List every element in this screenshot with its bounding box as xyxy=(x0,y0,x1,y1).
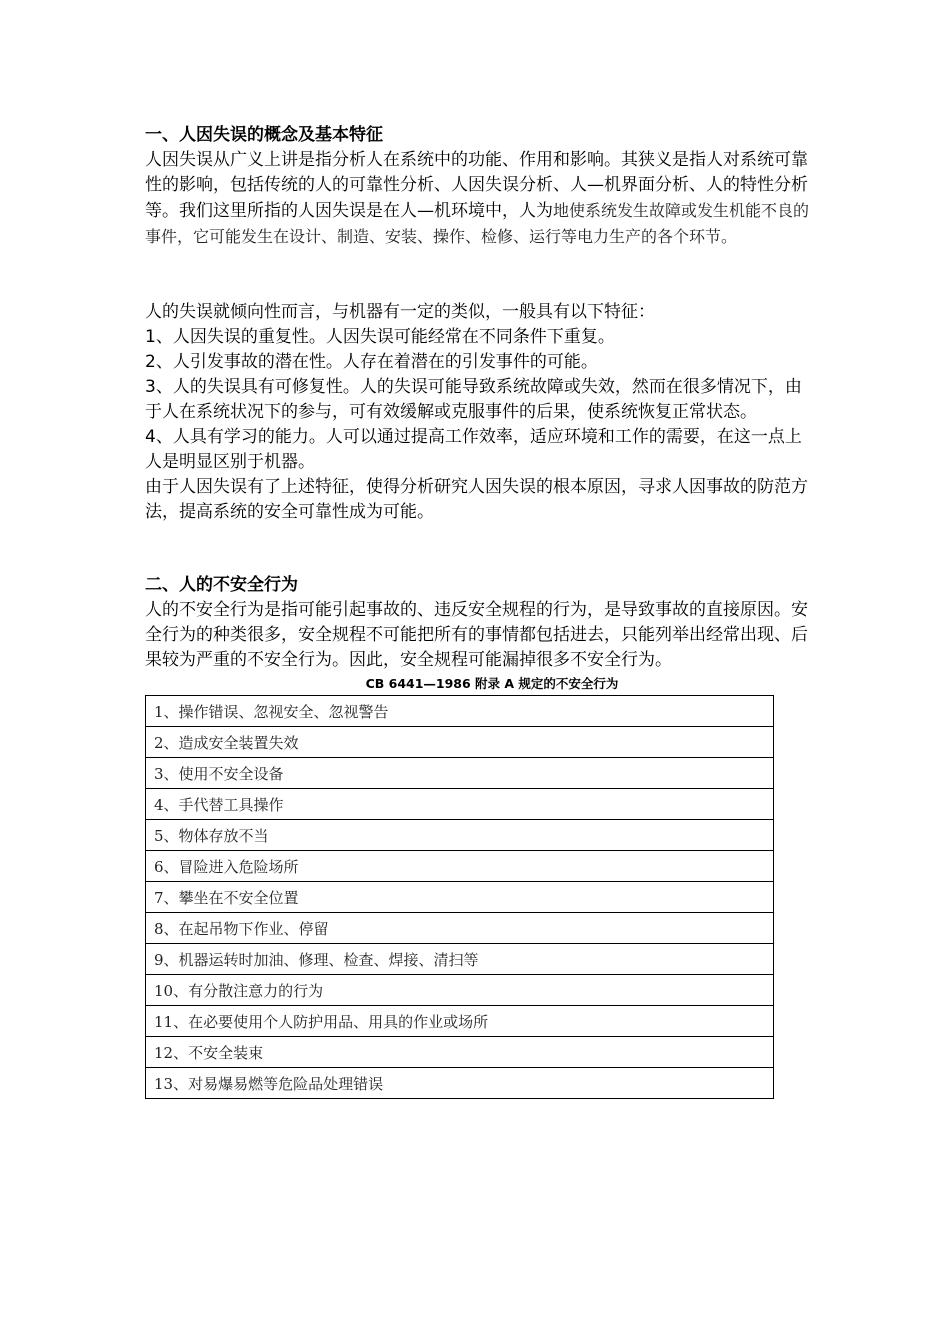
table-cell: 13、对易爆易燃等危险品处理错误 xyxy=(146,1068,774,1099)
feature-item-1: 1、人因失误的重复性。人因失误可能经常在不同条件下重复。 xyxy=(145,327,615,347)
table-cell: 2、造成安全装置失效 xyxy=(146,727,774,758)
table-row xyxy=(146,1068,774,1099)
features-intro: 人的失误就倾向性而言，与机器有一定的类似，一般具有以下特征： xyxy=(145,302,655,322)
table-cell: 9、机器运转时加油、修理、检查、焊接、清扫等 xyxy=(146,944,774,975)
table-cell: 7、攀坐在不安全位置 xyxy=(146,882,774,913)
section2-paragraph: 人的不安全行为是指可能引起事故的、违反安全规程的行为，是导致事故的直接原因。安全行为的种类很多，安全规程不可能把所有的事情都包括进去，只能列举出经常出现、后果较为严重的不安全行为。因此，安全规程可能漏掉很多不安全行为。 xyxy=(145,600,808,670)
features-conclusion: 由于人因失误有了上述特征，使得分析研究人因失误的根本原因，寻求人因事故的防范方法，提高系统的安全可靠性成为可能。 xyxy=(145,477,808,522)
table-row xyxy=(146,820,774,851)
table-cell: 8、在起吊物下作业、停留 xyxy=(146,913,774,944)
table-row xyxy=(146,727,774,758)
section1-paragraph-serif: 地使系统发生故障或发生机能不良的事件，它可能发生在设计、制造、安装、操作、检修、运行等电力生产的各个环节。 xyxy=(145,201,810,246)
table-cell: 3、使用不安全设备 xyxy=(146,758,774,789)
table-caption: CB 6441—1986 附录 A 规定的不安全行为 xyxy=(365,676,619,691)
unsafe-acts-table xyxy=(145,695,774,1099)
table-row xyxy=(146,882,774,913)
table-cell: 10、有分散注意力的行为 xyxy=(146,975,774,1006)
table-cell: 11、在必要使用个人防护用品、用具的作业或场所 xyxy=(146,1006,774,1037)
table-cell: 1、操作错误、忽视安全、忽视警告 xyxy=(146,696,774,727)
section1-paragraph xyxy=(145,148,810,250)
table-row xyxy=(146,758,774,789)
table-row xyxy=(146,789,774,820)
table-row xyxy=(146,913,774,944)
feature-item-2: 2、人引发事故的潜在性。人存在着潜在的引发事件的可能。 xyxy=(145,352,598,372)
table-cell: 4、手代替工具操作 xyxy=(146,789,774,820)
section1-paragraph-sans: 人因失误从广义上讲是指分析人在系统中的功能、作用和影响。其狭义是指人对系统可靠性的影响，包括传统的人的可靠性分析、人因失误分析、人—机界面分析、人的特性分析等。我们这里所指的人因失误是在人—机环境中，人为 xyxy=(145,150,808,221)
table-row xyxy=(146,1037,774,1068)
feature-item-3: 3、人的失误具有可修复性。人的失误可能导致系统故障或失效，然而在很多情况下，由于人在系统状况下的参与，可有效缓解或克服事件的后果，使系统恢复正常状态。 xyxy=(145,377,802,422)
section2-heading: 二、人的不安全行为 xyxy=(145,575,298,595)
section1-heading: 一、人因失误的概念及基本特征 xyxy=(145,125,383,145)
table-cell: 12、不安全装束 xyxy=(146,1037,774,1068)
feature-item-4: 4、人具有学习的能力。人可以通过提高工作效率，适应环境和工作的需要，在这一点上人是明显区别于机器。 xyxy=(145,427,802,472)
table-row xyxy=(146,944,774,975)
table-cell: 5、物体存放不当 xyxy=(146,820,774,851)
table-row xyxy=(146,975,774,1006)
table-cell: 6、冒险进入危险场所 xyxy=(146,851,774,882)
table-row xyxy=(146,696,774,727)
table-row xyxy=(146,851,774,882)
document-page xyxy=(145,122,810,1099)
table-row xyxy=(146,1006,774,1037)
